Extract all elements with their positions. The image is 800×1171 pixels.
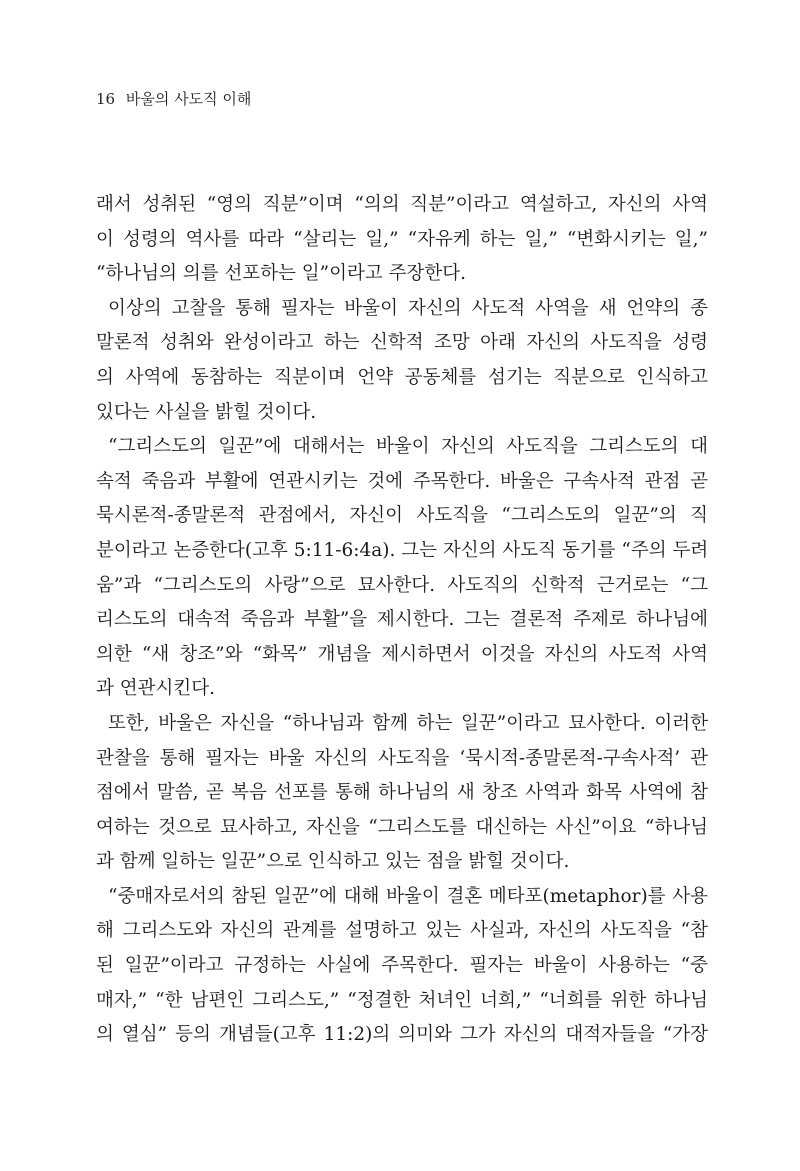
text-line: 속적 죽음과 부활에 연관시키는 것에 주목한다. 바울은 구속사적 관점 곧 xyxy=(96,470,708,492)
text-line: 관찰을 통해 필자는 바울 자신의 사도직을 ‘묵시적-종말론적-구속사적’ 관 xyxy=(96,747,708,769)
text-line: 의한 “새 창조”와 “화목” 개념을 제시하면서 이것을 자신의 사도적 사역 xyxy=(96,643,708,665)
text-line: 리스도의 대속적 죽음과 부활”을 제시한다. 그는 결론적 주제로 하나님에 xyxy=(96,609,708,631)
text-line: 점에서 말씀, 곧 복음 선포를 통해 하나님의 새 창조 사역과 화목 사역에 참 xyxy=(96,782,708,804)
text-line: 래서 성취된 “영의 직분”이며 “의의 직분”이라고 역설하고, 자신의 사역 xyxy=(96,194,708,215)
text-line: 과 연관시킨다. xyxy=(96,678,215,700)
text-line: 분이라고 논증한다(고후 5:11-6:4a). 그는 자신의 사도직 동기를 “주의 두려 xyxy=(96,539,709,561)
text-line: “중매자로서의 참된 일꾼”에 대해 바울이 결혼 메타포(metaphor)를 사용 xyxy=(108,885,708,907)
text-line: 매자,” “한 남편인 그리스도,” “정결한 처녀인 너희,” “너희를 위한 하나님 xyxy=(96,989,708,1011)
text-line: 여하는 것으로 묘사하고, 자신을 “그리스도를 대신하는 사신”이요 “하나님 xyxy=(96,816,708,838)
page-number: 16 xyxy=(96,90,116,108)
text-line: “그리스도의 일꾼”에 대해서는 바울이 자신의 사도직을 그리스도의 대 xyxy=(108,436,708,458)
text-line: 이 성령의 역사를 따라 “살리는 일,” “자유케 하는 일,” “변화시키는 일,” xyxy=(96,228,708,250)
body-text xyxy=(96,188,708,1053)
text-line: 의 사역에 동참하는 직분이며 언약 공동체를 섬기는 직분으로 인식하고 xyxy=(96,366,708,388)
running-title: 바울의 사도직 이해 xyxy=(125,90,252,108)
text-line: 있다는 사실을 밝힐 것이다. xyxy=(96,401,317,423)
text-line: 또한, 바울은 자신을 “하나님과 함께 하는 일꾼”이라고 묘사한다. 이러한 xyxy=(108,712,708,734)
text-line: 말론적 성취와 완성이라고 하는 신학적 조망 아래 자신의 사도직을 성령 xyxy=(96,332,708,354)
text-line: 이상의 고찰을 통해 필자는 바울이 자신의 사도적 사역을 새 언약의 종 xyxy=(108,297,708,319)
text-line: 해 그리스도와 자신의 관계를 설명하고 있는 사실과, 자신의 사도직을 “참 xyxy=(96,920,708,942)
text-line: 과 함께 일하는 일꾼”으로 인식하고 있는 점을 밝힐 것이다. xyxy=(96,851,570,873)
text-line: 움”과 “그리스도의 사랑”으로 묘사한다. 사도직의 신학적 근거로는 “그 xyxy=(96,574,708,596)
running-head xyxy=(96,88,251,109)
text-line: 된 일꾼”이라고 규정하는 사실에 주목한다. 필자는 바울이 사용하는 “중 xyxy=(96,955,708,977)
text-line: “하나님의 의를 선포하는 일”이라고 주장한다. xyxy=(96,263,466,285)
text-line: 묵시론적-종말론적 관점에서, 자신이 사도직을 “그리스도의 일꾼”의 직 xyxy=(96,505,708,527)
text-line: 의 열심” 등의 개념들(고후 11:2)의 의미와 그가 자신의 대적자들을 “가장 xyxy=(96,1024,708,1046)
